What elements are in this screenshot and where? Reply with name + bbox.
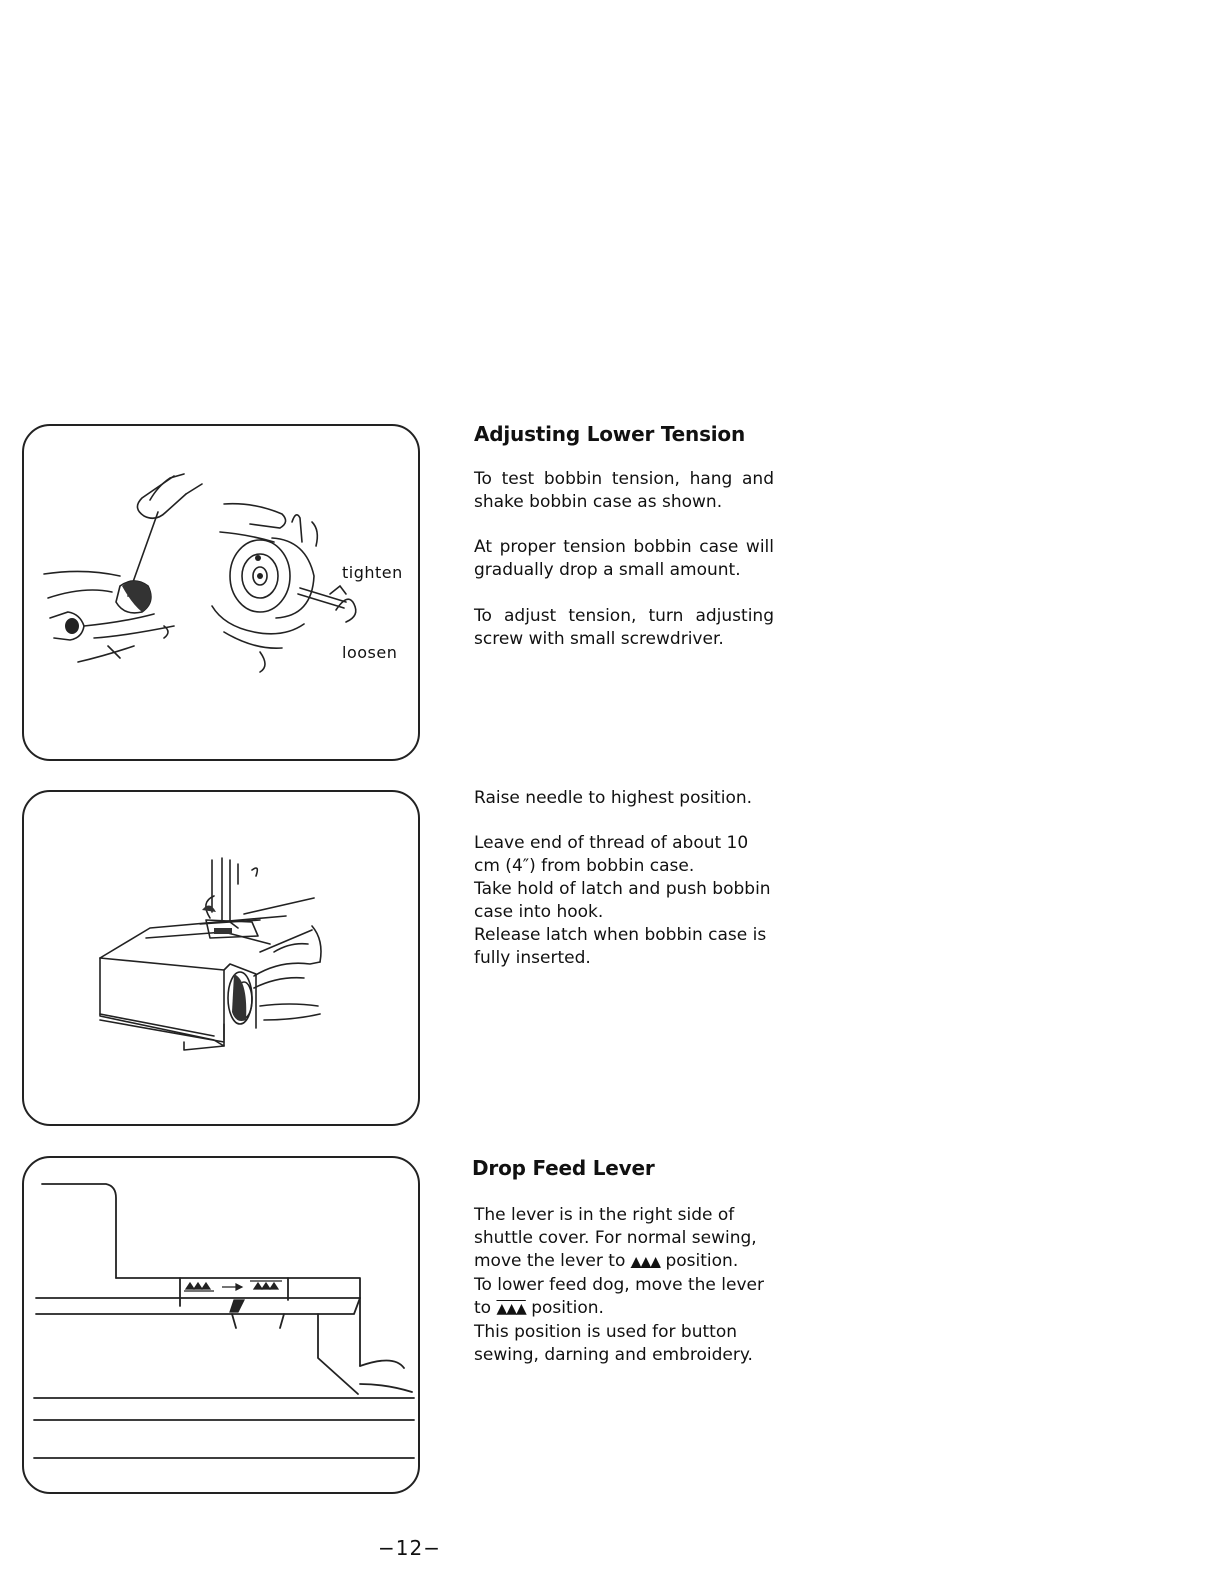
- drop-feed-line7: sewing, darning and embroidery.: [474, 1345, 753, 1365]
- heading-adjusting-lower-tension: Adjusting Lower Tension: [474, 422, 746, 446]
- heading-drop-feed-lever: Drop Feed Lever: [472, 1156, 655, 1180]
- label-tighten: tighten: [342, 563, 403, 582]
- insert-bobbin-drawing: [24, 792, 418, 1124]
- drop-feed-line5: [474, 1297, 774, 1321]
- drop-feed-line3: [474, 1250, 774, 1274]
- drop-feed-description: [474, 1204, 774, 1367]
- lower-tension-p3: To adjust tension, turn adjusting screw with small screwdriver.: [474, 606, 774, 649]
- page-number: −12−: [378, 1536, 441, 1560]
- drop-feed-line2: shuttle cover. For normal sewing,: [474, 1228, 757, 1248]
- label-loosen: loosen: [342, 643, 398, 662]
- drop-feed-line1: The lever is in the right side of: [474, 1205, 735, 1225]
- drop-feed-line5a: to: [474, 1298, 492, 1318]
- illustration-insert-bobbin-case: [22, 790, 420, 1126]
- drop-feed-line6: This position is used for button: [474, 1322, 738, 1342]
- insert-bobbin-p3: Take hold of latch and push bobbin case into hook.: [474, 879, 771, 922]
- insert-bobbin-p4: Release latch when bobbin case is fully inserted.: [474, 925, 767, 968]
- drop-feed-drawing: [24, 1158, 418, 1492]
- drop-feed-line3b: position.: [665, 1251, 739, 1271]
- drop-feed-line3a: move the lever to: [474, 1251, 626, 1271]
- insert-bobbin-p2: Leave end of thread of about 10 cm (4″) from bobbin case.: [474, 833, 749, 876]
- lower-tension-p1: To test bobbin tension, hang and shake bobbin case as shown.: [474, 469, 774, 512]
- feed-dog-raised-symbol: ▲▲▲: [630, 1254, 661, 1270]
- bobbin-tension-drawing: [24, 426, 418, 759]
- lower-tension-p2: At proper tension bobbin case will gradually drop a small amount.: [474, 537, 774, 580]
- insert-bobbin-p1: Raise needle to highest position.: [474, 788, 753, 808]
- feed-dog-lowered-symbol: ▲▲▲: [496, 1301, 526, 1317]
- illustration-bobbin-tension: [22, 424, 420, 761]
- drop-feed-line4: To lower feed dog, move the lever: [474, 1275, 764, 1295]
- illustration-drop-feed-lever: [22, 1156, 420, 1494]
- drop-feed-line5b: position.: [531, 1298, 604, 1318]
